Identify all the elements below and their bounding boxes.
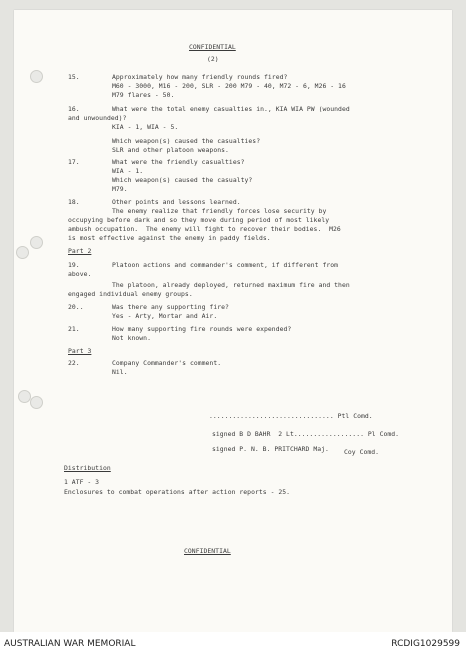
item-number: 21.	[68, 325, 80, 333]
item-text: The enemy realize that friendly forces lose security by	[112, 207, 327, 215]
item-number: 18.	[68, 198, 80, 206]
item-answer: Nil.	[112, 368, 128, 376]
item-question: and unwounded)?	[68, 114, 127, 122]
item-answer: Not known.	[112, 334, 151, 342]
archive-footer	[0, 632, 466, 654]
item-number: 20..	[68, 303, 84, 311]
distribution-line: 1 ATF - 3	[64, 478, 100, 486]
item-question: Was there any supporting fire?	[112, 303, 229, 311]
item-answer: Yes - Arty, Mortar and Air.	[112, 312, 218, 320]
item-answer: M79.	[112, 185, 128, 193]
item-number: 15.	[68, 73, 80, 81]
footer-classification: CONFIDENTIAL	[184, 547, 231, 555]
document-page	[14, 10, 452, 632]
item-answer: WIA - 1.	[112, 167, 144, 175]
item-answer: KIA - 1, WIA - 5.	[112, 123, 179, 131]
part-heading: Part 2	[68, 247, 92, 255]
item-question: Which weapon(s) caused the casualty?	[112, 176, 253, 184]
distribution-heading: Distribution	[64, 464, 111, 472]
item-answer: SLR and other platoon weapons.	[112, 146, 229, 154]
distribution-line: Enclosures to combat operations after action reports - 25.	[64, 488, 291, 496]
header-classification: CONFIDENTIAL	[189, 43, 236, 51]
signature-role: Coy Comd.	[344, 448, 380, 456]
item-question: Platoon actions and commander's comment, if different from	[112, 261, 339, 269]
item-question: Company Commander's comment.	[112, 359, 222, 367]
item-text: ambush occupation. The enemy will fight to recover their bodies. M26	[68, 225, 341, 233]
punch-hole	[16, 246, 29, 259]
item-question: Other points and lessons learned.	[112, 198, 241, 206]
item-number: 17.	[68, 158, 80, 166]
item-answer: M60 - 3000, M16 - 200, SLR - 200 M79 - 40, M72 - 6, M26 - 16	[112, 82, 346, 90]
punch-hole	[30, 236, 43, 249]
item-question: What were the friendly casualties?	[112, 158, 245, 166]
part-heading: Part 3	[68, 347, 92, 355]
item-number: 16.	[68, 105, 80, 113]
punch-hole	[30, 70, 43, 83]
item-answer: M79 flares - 50.	[112, 91, 175, 99]
signature-line: signed B D BAHR 2 Lt.................. Pl Comd.	[212, 430, 400, 438]
item-text: is most effective against the enemy in paddy fields.	[68, 234, 271, 242]
item-text: The platoon, already deployed, returned maximum fire and then	[112, 281, 350, 289]
item-number: 22.	[68, 359, 80, 367]
item-number: 19.	[68, 261, 80, 269]
signature-line: signed P. N. B. PRITCHARD Maj.	[212, 445, 329, 453]
item-question: Approximately how many friendly rounds fired?	[112, 73, 288, 81]
archive-id: RCDIG1029599	[391, 639, 460, 649]
item-question: above.	[68, 270, 92, 278]
signature-line: ................................ Ptl Comd.	[209, 412, 373, 420]
item-text: engaged individual enemy groups.	[68, 290, 193, 298]
item-question: What were the total enemy casualties in., KIA WIA PW (wounded	[112, 105, 350, 113]
page-number: (2)	[207, 55, 219, 63]
item-text: occupying before dark and so they move during period of most likely	[68, 216, 330, 224]
item-question: Which weapon(s) caused the casualties?	[112, 137, 261, 145]
archive-name: AUSTRALIAN WAR MEMORIAL	[4, 639, 136, 649]
item-question: How many supporting fire rounds were expended?	[112, 325, 292, 333]
punch-hole	[30, 396, 43, 409]
